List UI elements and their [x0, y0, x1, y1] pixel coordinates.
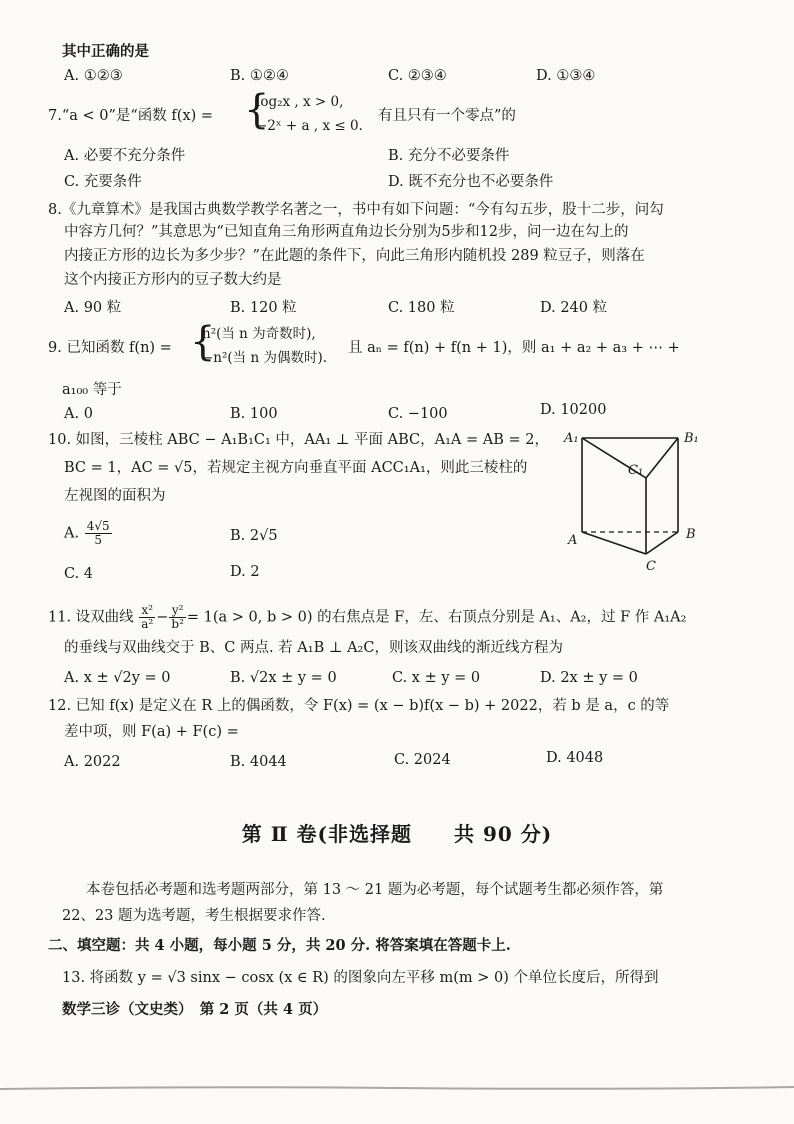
q12-line-2: 差中项，则 F(a) + F(c) =	[64, 724, 239, 740]
fill-header: 二、填空题：共 4 小题，每小题 5 分，共 20 分. 将答案填在答题卡上.	[48, 937, 511, 954]
q9-prefix: 9. 已知函数 f(n) =	[48, 340, 172, 356]
q11-line-2: 的垂线与双曲线交于 B、C 两点. 若 A₁B ⊥ A₂C，则该双曲线的渐近线方程为	[64, 640, 563, 656]
q10-option-b: B. 2√5	[230, 528, 278, 544]
edge-b1c1	[646, 438, 678, 478]
q10-option-a-denominator: 5	[94, 533, 102, 547]
q9-option-a: A. 0	[64, 406, 93, 422]
q11-a2: a²	[141, 617, 154, 631]
label-c: C	[646, 559, 656, 574]
q9-option-b: B. 100	[230, 406, 278, 422]
q10-line-2: BC = 1，AC = √5，若规定主视方向垂直平面 ACC₁A₁，则此三棱柱的	[64, 460, 528, 476]
intro-line-2: 22、23 题为选考题，考生根据要求作答.	[62, 908, 326, 924]
q8-line-4: 这个内接正方形内的豆子数大约是	[64, 272, 282, 288]
q9-case1: n²(当 n 为奇数时),	[202, 326, 316, 342]
q10-line-1: 10. 如图，三棱柱 ABC − A₁B₁C₁ 中，AA₁ ⊥ 平面 ABC，A₁A = AB = 2，	[48, 432, 549, 448]
q10-option-a-fraction	[85, 520, 112, 547]
q11-option-d: D. 2x ± y = 0	[540, 670, 638, 686]
q8-line-2: 中容方几何？”其意思为“已知直角三角形两直角边长分别为5步和12步，问一边在勾上的	[64, 224, 629, 240]
q11-prefix: 11. 设双曲线	[48, 609, 134, 626]
q7-suffix: 有且只有一个零点”的	[378, 108, 516, 124]
edge-ac	[582, 532, 646, 554]
q7-brace: {	[244, 87, 270, 133]
q10-option-a-numerator: 4√5	[86, 519, 110, 533]
q9-option-d: D. 10200	[540, 402, 607, 418]
q6-option-a: A. ①②③	[64, 68, 123, 84]
q7-prefix: 7.“a < 0”是“函数 f(x) =	[48, 108, 214, 124]
q9-brace: {	[190, 319, 216, 365]
q6-option-b: B. ①②④	[230, 68, 289, 84]
q10-option-d: D. 2	[230, 564, 260, 580]
label-a1: A₁	[564, 431, 579, 446]
q8-line-3: 内接正方形的边长为多少步？”在此题的条件下，向此三角形内随机投 289 粒豆子，则落在	[64, 248, 645, 264]
q8-option-b: B. 120 粒	[230, 300, 297, 316]
q11-minus: −	[156, 609, 169, 626]
q9-line-2: a₁₀₀ 等于	[62, 382, 122, 398]
q10-option-a-label: A.	[64, 525, 80, 542]
q13-line-1: 13. 将函数 y = √3 sinx − cosx (x ∈ R) 的图象向左平移 m(m > 0) 个单位长度后，所得到	[62, 970, 659, 986]
edge-bc	[646, 532, 678, 554]
q10-option-a	[64, 520, 113, 547]
q6-tail: 其中正确的是	[62, 43, 149, 60]
label-a: A	[568, 533, 578, 548]
q11-line-1	[48, 604, 686, 631]
scan-edge-shadow	[0, 1085, 794, 1093]
q12-option-d: D. 4048	[546, 750, 604, 766]
q8-option-c: C. 180 粒	[388, 300, 455, 316]
q11-frac-y	[169, 604, 186, 631]
q11-option-c: C. x ± y = 0	[392, 670, 481, 686]
q12-option-a: A. 2022	[64, 754, 121, 770]
q12-option-c: C. 2024	[394, 752, 451, 768]
q11-x2: x²	[139, 604, 155, 618]
q7-case2: −2ˣ + a , x ≤ 0.	[256, 118, 363, 134]
q8-option-d: D. 240 粒	[540, 300, 608, 316]
intro-line-1: 本卷包括必考题和选考题两部分，第 13 ～ 21 题为必考题，每个试题考生都必须作答，第	[86, 882, 664, 898]
q8-option-a: A. 90 粒	[64, 300, 122, 316]
q11-frac-x	[139, 604, 155, 631]
q11-b2: b²	[171, 617, 184, 631]
q7-option-b: B. 充分不必要条件	[388, 148, 510, 164]
q8-line-1: 8.《九章算术》是我国古典数学教学名著之一，书中有如下问题：“今有勾五步，股十二步，问勾	[48, 202, 664, 218]
q12-option-b: B. 4044	[230, 754, 287, 770]
label-b1: B₁	[684, 431, 699, 446]
q11-rest: = 1(a > 0, b > 0) 的右焦点是 F，左、右顶点分别是 A₁、A₂，过 F 作 A₁A₂	[186, 609, 687, 626]
page-footer: 数学三诊（文史类） 第 2 页（共 4 页）	[62, 1001, 328, 1018]
q11-option-b: B. √2x ± y = 0	[230, 670, 337, 686]
prism-figure	[560, 420, 710, 580]
q11-option-a: A. x ± √2y = 0	[64, 670, 171, 686]
q9-case2: −n²(当 n 为偶数时).	[202, 350, 328, 366]
q7-option-a: A. 必要不充分条件	[64, 148, 186, 164]
q10-line-3: 左视图的面积为	[64, 488, 166, 504]
q10-option-c: C. 4	[64, 566, 94, 582]
q9-suffix: 且 aₙ = f(n) + f(n + 1)，则 a₁ + a₂ + a₃ + ⋯ +	[348, 340, 680, 356]
q9-option-c: C. −100	[388, 406, 448, 422]
section-title: 第 Ⅱ 卷(非选择题 共 90 分)	[241, 822, 553, 846]
q7-option-d: D. 既不充分也不必要条件	[388, 174, 554, 190]
label-c1: C₁	[628, 463, 644, 478]
q12-line-1: 12. 已知 f(x) 是定义在 R 上的偶函数，令 F(x) = (x − b)f(x − b) + 2022，若 b 是 a，c 的等	[48, 698, 670, 714]
label-b: B	[686, 527, 696, 542]
q6-option-c: C. ②③④	[388, 68, 447, 84]
q11-y2: y²	[169, 604, 186, 618]
q7-option-c: C. 充要条件	[64, 174, 142, 190]
q7-case1: log₂x , x > 0,	[256, 94, 344, 110]
q6-option-d: D. ①③④	[536, 68, 596, 84]
